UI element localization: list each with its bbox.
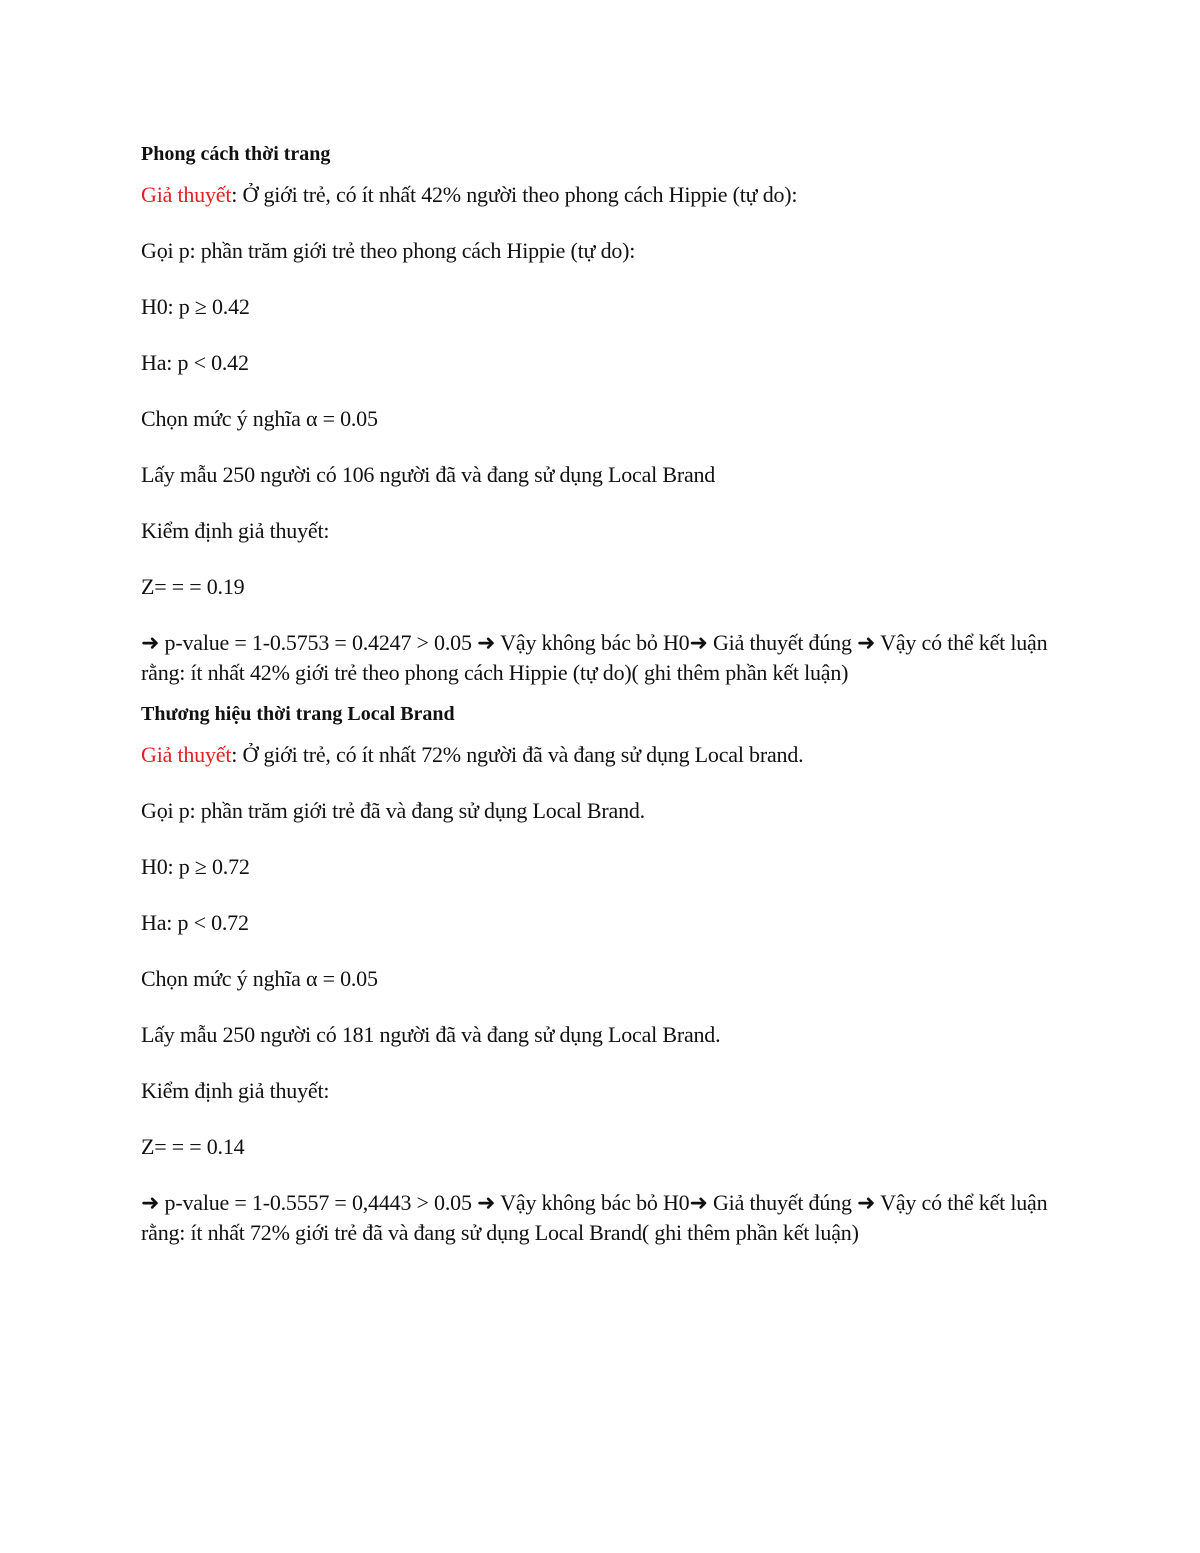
section1-z-statistic: Z= = = 0.19 — [141, 574, 245, 599]
section2-z-statistic: Z= = = 0.14 — [141, 1134, 245, 1159]
section2-heading: Thương hiệu thời trang Local Brand — [141, 703, 455, 725]
section1-conclusion: ➜ p-value = 1-0.5753 = 0.4247 > 0.05 ➜ Vậy không bác bỏ H0➜ Giả thuyết đúng ➜ Vậy có thể kết luận rằng: ít nhất 42% giới trẻ theo phong cách Hippie (tự do)( ghi thêm phần kết luận) — [141, 630, 1048, 685]
section2-hypothesis-text: : Ở giới trẻ, có ít nhất 72% người đã và đang sử dụng Local brand. — [231, 742, 804, 767]
section2-define-p: Gọi p: phần trăm giới trẻ đã và đang sử dụng Local Brand. — [141, 798, 645, 823]
section1-sample: Lấy mẫu 250 người có 106 người đã và đang sử dụng Local Brand — [141, 462, 716, 487]
section2-test-label: Kiểm định giả thuyết: — [141, 1078, 330, 1103]
section2 — [141, 701, 1059, 1248]
section1-heading: Phong cách thời trang — [141, 143, 331, 165]
section1-hypothesis-label: Giả thuyết — [141, 182, 232, 207]
section1-define-p: Gọi p: phần trăm giới trẻ theo phong cách Hippie (tự do): — [141, 238, 636, 263]
section2-conclusion: ➜ p-value = 1-0.5557 = 0,4443 > 0.05 ➜ Vậy không bác bỏ H0➜ Giả thuyết đúng ➜ Vậy có thể kết luận rằng: ít nhất 72% giới trẻ đã và đang sử dụng Local Brand( ghi thêm phần kết luận) — [141, 1190, 1048, 1245]
section2-ha: Ha: p < 0.72 — [141, 910, 249, 935]
section1-test-label: Kiểm định giả thuyết: — [141, 518, 330, 543]
section2-alpha: Chọn mức ý nghĩa α = 0.05 — [141, 966, 378, 991]
section1-ha: Ha: p < 0.42 — [141, 350, 249, 375]
section2-hypothesis-label: Giả thuyết — [141, 742, 232, 767]
section2-hypothesis — [141, 740, 1059, 770]
section2-h0: H0: p ≥ 0.72 — [141, 854, 250, 879]
section1-hypothesis — [141, 180, 1059, 210]
section1-h0: H0: p ≥ 0.42 — [141, 294, 250, 319]
section1-alpha: Chọn mức ý nghĩa α = 0.05 — [141, 406, 378, 431]
section1-hypothesis-text: : Ở giới trẻ, có ít nhất 42% người theo phong cách Hippie (tự do): — [231, 182, 798, 207]
document-content — [141, 141, 1059, 1274]
section2-sample: Lấy mẫu 250 người có 181 người đã và đang sử dụng Local Brand. — [141, 1022, 721, 1047]
